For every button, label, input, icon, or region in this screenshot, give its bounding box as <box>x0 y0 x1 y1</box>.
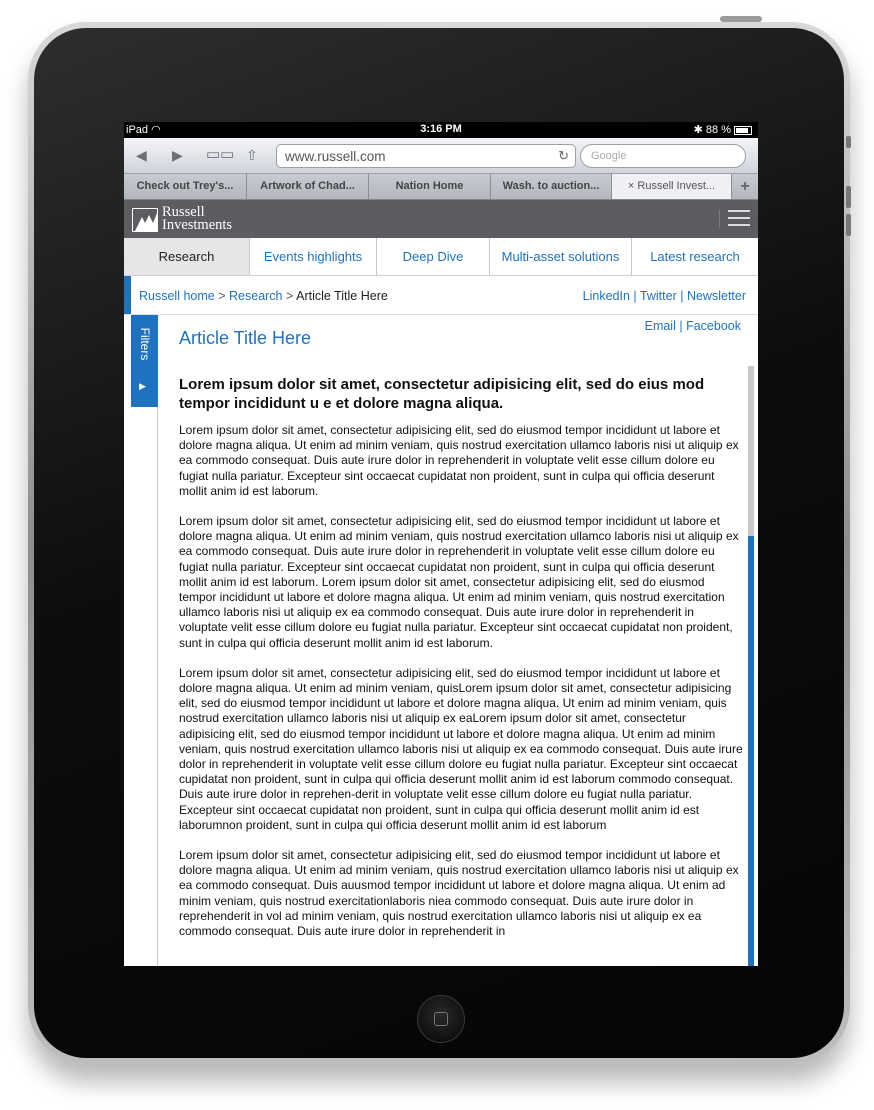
site-header <box>124 200 758 238</box>
scrollbar-thumb[interactable] <box>748 536 754 966</box>
newsletter-link[interactable]: Newsletter <box>686 289 746 303</box>
social-links-secondary: Email | Facebook <box>644 319 741 333</box>
breadcrumb-current: Article Title Here <box>296 289 388 303</box>
battery-status: ✱ 88 % <box>694 123 752 136</box>
filters-label: Filters <box>138 327 152 361</box>
logo-text: Russell Investments <box>162 204 233 233</box>
browser-tab[interactable]: Artwork of Chad... <box>247 174 369 199</box>
browser-tab[interactable]: Wash. to auction... <box>491 174 612 199</box>
logo-mark-icon <box>132 208 158 232</box>
filters-tab[interactable] <box>131 315 158 407</box>
bluetooth-icon: ✱ <box>693 124 703 136</box>
filters-arrow-icon: ▶ <box>139 381 146 391</box>
nav-multi-asset-solutions[interactable]: Multi-asset solutions <box>490 238 632 275</box>
back-icon[interactable]: ◀ <box>136 147 147 163</box>
battery-icon <box>734 126 752 135</box>
url-field[interactable]: www.russell.com ↻ <box>276 144 576 168</box>
article-paragraph: Lorem ipsum dolor sit amet, consectetur adipisicing elit, sed do eiusmod tempor incididunt ut labore et dolore magna aliqua. Ut enim ad minim veniam, quis nostrud exercitation ullamco laboris nisi ut aliquip ex ea commodo consequat. Duis aute irure dolor in reprehenderit in voluptate velit esse cillum dolore eu fugiat nulla pariatur. Excepteur sint occaecat cupidatat non proident, sunt in culpa qui officia deserunt mollit anim id est laborum. <box>179 423 739 498</box>
status-bar <box>124 122 758 138</box>
close-tab-icon[interactable]: × <box>627 180 635 192</box>
share-icon[interactable]: ⇧ <box>246 147 258 163</box>
article <box>179 328 744 939</box>
filters-divider <box>157 407 158 966</box>
browser-tab[interactable]: Check out Trey's... <box>124 174 247 199</box>
volume-down-button <box>846 214 851 236</box>
browser-toolbar <box>124 138 758 174</box>
nav-events-highlights[interactable]: Events highlights <box>250 238 377 275</box>
twitter-link[interactable]: Twitter <box>639 289 677 303</box>
facebook-link[interactable]: Facebook <box>686 319 741 333</box>
bookmarks-icon[interactable]: ▭▭ <box>206 146 235 163</box>
email-link[interactable]: Email <box>644 319 676 333</box>
breadcrumb: Russell home > Research > Article Title Here <box>139 289 388 303</box>
breadcrumb-home[interactable]: Russell home <box>139 289 215 303</box>
breadcrumb-bar <box>124 276 758 315</box>
article-paragraph: Lorem ipsum dolor sit amet, consectetur adipisicing elit, sed do eiusmod tempor incididunt ut labore et dolore magna aliqua. Ut enim ad minim veniam, quis nostrud exercitation ullamco laboris nisi ut aliquip ex ea commodo consequat. Duis auusmod tempor incididunt ut labore et dolore magna aliqua. Ut enim ad minim veniam, quis nostrud exercitationlaboris niea commodo consequat. Duis aute irure dolor in reprehenderit in vol ad minim veniam, quis nostrud exercitation ullamco laboris nisi ut aliquip ex ea commodo consequat. Duis aute irure dolor in reprehenderit in <box>179 848 739 939</box>
menu-icon[interactable] <box>719 210 750 228</box>
nav-deep-dive[interactable]: Deep Dive <box>377 238 490 275</box>
accent-bar <box>124 276 131 314</box>
volume-up-button <box>846 186 851 208</box>
site-nav <box>124 238 758 276</box>
nav-research[interactable]: Research <box>124 238 250 275</box>
forward-icon[interactable]: ▶ <box>172 147 183 163</box>
wifi-icon: ◠ <box>151 124 161 136</box>
article-title: Article Title Here <box>179 328 312 348</box>
reload-icon[interactable]: ↻ <box>558 148 569 163</box>
mute-switch <box>846 136 851 148</box>
browser-tab[interactable]: Nation Home <box>369 174 491 199</box>
browser-tab-bar <box>124 174 758 200</box>
search-input[interactable]: Google <box>580 144 746 168</box>
power-button <box>720 16 762 22</box>
browser-tab-active[interactable]: × Russell Invest... <box>612 174 732 199</box>
device-label: iPad ◠ <box>126 124 161 136</box>
home-icon <box>434 1012 448 1026</box>
social-links: LinkedIn | Twitter | Newsletter <box>582 289 746 303</box>
screen <box>124 122 758 966</box>
new-tab-button[interactable]: + <box>732 174 758 199</box>
home-button[interactable] <box>417 995 465 1043</box>
clock: 3:16 PM <box>420 123 462 135</box>
nav-latest-research[interactable]: Latest research <box>650 249 740 264</box>
linkedin-link[interactable]: LinkedIn <box>582 289 630 303</box>
article-paragraph: Lorem ipsum dolor sit amet, consectetur adipisicing elit, sed do eiusmod tempor incididunt ut labore et dolore magna aliqua. Ut enim ad minim veniam, quis nostrud exercitation ullamco laboris nisi ut aliquip ex ea commodo consequat. Duis aute irure dolor in reprehenderit in voluptate velit esse cillum dolore eu fugiat nulla pariatur. Excepteur sint occaecat cupidatat non proident, sunt in culpa qui officia deserunt mollit anim id est laborum. Lorem ipsum dolor sit amet, consectetur adipisicing elit, sed do eiusmod tempor incididunt ut labore et dolore magna aliqua. Ut enim ad minim veniam, quis nostrud exercitation ullamco laboris nisi ut aliquip ex ea commodo consequat. Duis aute irure dolor in reprehenderit in voluptate velit esse cillum dolore eu fugiat nulla pariatur. Excepteur sint occaecat cupidatat non proident, sunt in culpa qui officia deserunt mollit anim id est laborum. <box>179 514 739 650</box>
breadcrumb-research[interactable]: Research <box>229 289 283 303</box>
article-lead: Lorem ipsum dolor sit amet, consectetur adipisicing elit, sed do eius mod tempor incididunt u e et dolore magna aliqua. <box>179 376 705 412</box>
article-paragraph: Lorem ipsum dolor sit amet, consectetur adipisicing elit, sed do eiusmod tempor incididunt ut labore et dolore magna aliqua. Ut enim ad minim veniam, quisLorem ipsum dolor sit amet, consectetur adipisicing elit, sed do eiusmod tempor incididunt ut labore et dolore magna aliqua. Ut enim ad minim veniam, quis nostrud exercitation ullamco laboris nisi ut aliquip ex eaLorem ipsum dolor sit amet, consectetur adipisicing elit, sed do eiusmod tempor incididunt ut labore et dolore magna aliqua. Ut enim ad minim veniam, quis nostrud exercitation ullamco laboris nisi ut aliquip ex ea commodo consequat. Duis aute irure dolor in reprehenderit in voluptate velit esse cillum dolore eu fugiat nulla pariatur. Excepteur sint occaecat cupidatat non proident, sunt in culpa qui officia deserunt mollit anim id est laborum commodo consequat. Duis aute irure dolor in reprehen-derit in voluptate velit esse cillum dolore eu fugiat nulla pariatur. Excepteur sint occaecat cupidatat non proident, sunt in culpa qui officia deserunt mollit anim id est laborumnon proident, sunt in culpa qui officia deserunt mollit anim id est laborum <box>179 665 743 832</box>
